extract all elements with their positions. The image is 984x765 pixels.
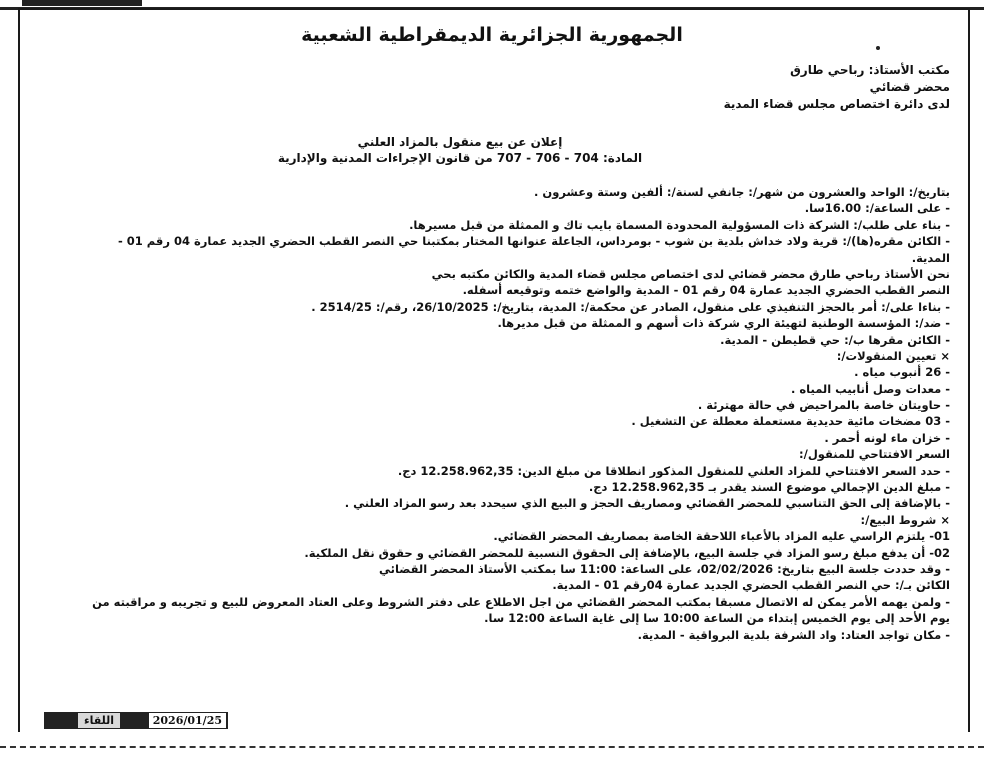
bailiff-header [724,62,950,113]
announcement-articles: المادة: 704 - 706 - 707 من قانون الإجراءات المدنية والإدارية [277,151,643,165]
body-line: - معدات وصل أنابيب المياه . [791,381,950,396]
body-line: - بناءا على/: أمر بالحجز التنفيذي على منقول، الصادر عن محكمة/: المدية، بتاريخ/: 26/10/2025، رقم/: 2514/25 . [311,299,950,314]
announcement-title: إعلان عن بيع منقول بالمزاد العلني [357,135,563,149]
ink-dot [876,46,880,50]
cut-line [0,746,984,748]
publication-date: 2026/01/25 [149,713,226,728]
body-line: - بالإضافة إلى الحق التناسبي للمحضر القضائي ومصاريف الحجز و البيع الذي سيحدد بعد رسو المزاد العلني . [344,496,950,511]
republic-title: الجمهورية الجزائرية الديمقراطية الشعبية [301,24,683,46]
body-line: بتاريخ/: الواحد والعشرون من شهر/: جانفي لسنة/: ألفين وستة وعشرون . [534,185,950,199]
body-line: نحن الأستاذ رباحي طارق محضر قضائي لدى اختصاص مجلس قضاء المدية والكائن مكتبه بحي [431,266,950,281]
body-line: 01- يلتزم الراسي عليه المزاد بالأعباء اللاحقة الخاصة بمصاريف المحضر القضائي. [493,529,950,544]
body-line: - مكان تواجد العتاد: واد الشرفة بلدية البرواقية - المدية. [637,627,950,642]
body-line: - بناء على طلب/: الشركة ذات المسؤولية المحدودة المسماة بايب تاك و الممثلة من قبل مسيرها. [409,217,950,232]
body-line: - الكائن مقرها ب/: حي قطيطن - المدية. [720,332,950,347]
body-line: يوم الأحد إلى يوم الخميس إبتداء من الساعة 10:00 سا إلى غاية الساعة 12:00 سا. [484,611,950,626]
body-line: × تعيين المنقولات/: [836,348,950,363]
body-line: 02- أن يدفع مبلغ رسو المزاد في جلسة البيع، بالإضافة إلى الحقوق النسبية للمحضر القضائي و حقوق نقل الملكية. [304,545,950,560]
body-line: النصر القطب الحضري الجديد عمارة 04 رقم 01 - المدية والواضع ختمه وتوقيعه أسفله. [462,283,950,298]
body-line: - وقد حددت جلسة البيع بتاريخ: 02/02/2026، على الساعة: 11:00 سا بمكتب الأستاذ المحضر القضائي [379,561,950,576]
body-line: المدية. [911,250,950,265]
newspaper-name: اللقاء [78,713,120,728]
top-dark-block [22,0,142,6]
body-line: - على الساعة/: 16.00سا. [804,201,950,216]
body-line: الكائن بـ/: حي النصر القطب الحضري الجديد عمارة 04رقم 01 - المدية. [552,578,950,593]
publication-footer [44,712,228,729]
body-line: - خزان ماء لونه أحمر . [824,430,950,445]
office-line: مكتب الأستاذ: رباحي طارق [790,63,950,77]
body-line: - 26 أنبوب مياه . [854,365,950,380]
body-line: السعر الافتتاحي للمنقول/: [799,447,950,462]
body-line: - 03 مضخات مائية حديدية مستعملة معطلة عن التشغيل . [631,414,950,429]
body-line: - مبلغ الدين الإجمالي موضوع السند يقدر بـ 12.258.962,35 دج. [588,480,950,495]
body-line: - حدد السعر الافتتاحي للمزاد العلني للمنقول المذكور انطلاقا من مبلغ الدين: 12.258.962,35 دج. [397,463,950,478]
body-line: - حاويتان خاصة بالمراحيض في حالة مهترئة . [697,398,950,413]
announcement-body [30,184,950,643]
body-line: × شروط البيع/: [860,512,950,527]
jurisdiction-line: لدى دائرة اختصاص مجلس قضاء المدية [723,97,950,111]
announcement-heading [200,134,720,166]
body-line: - الكائن مقره(ها)/: قرية ولاد خداش بلدية بن شوب - بومرداس، الجاعلة عنوانها المختار بمكتبنا حي النصر القطب الحضري الجديد عمارة 04 رقم 01 - [117,234,950,249]
body-line: - ولمن يهمه الأمر يمكن له الاتصال مسبقا بمكتب المحضر القضائي من اجل الاطلاع على دفتر الشروط وعلى العتاد المعروض للبيع و تجريبه و مراقبته من [92,594,950,609]
body-line: - ضد/: المؤسسة الوطنية لتهيئة الري شركة ذات أسهم و الممثلة من قبل مديرها. [497,316,950,331]
role-line: محضر قضائي [869,80,950,94]
